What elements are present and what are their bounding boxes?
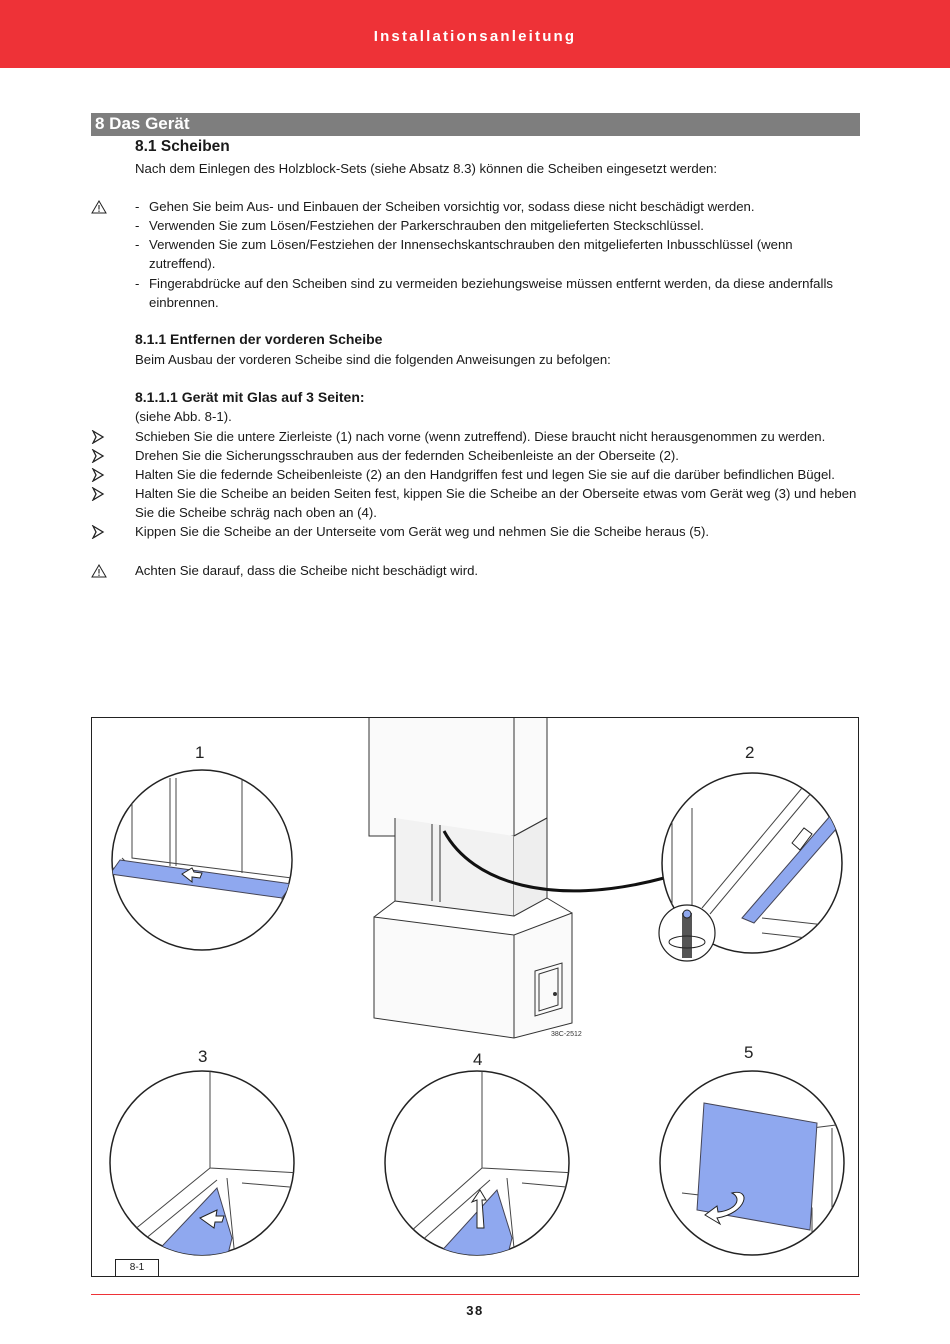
subsection-title: 8.1 Scheiben [135, 138, 230, 155]
detail-circle-3 [110, 1068, 302, 1277]
subsection-title: 8.1.1 Entfernen der vorderen Scheibe [135, 331, 383, 347]
detail-circle-1 [110, 770, 297, 958]
figure-number-1: 1 [195, 743, 205, 762]
section-bar [91, 113, 860, 136]
step-item: Drehen Sie die Sicherungsschrauben aus der federnden Scheibenleiste an der Oberseite (2). [135, 448, 679, 463]
dash-bullet: - [135, 199, 140, 214]
subsection-intro: Nach dem Einlegen des Holzblock-Sets (siehe Absatz 8.3) können die Scheiben eingesetzt werden: [135, 161, 718, 176]
list-item: Gehen Sie beim Aus- und Einbauen der Scheiben vorsichtig vor, sodass diese nicht beschädigt werden. [149, 199, 755, 214]
subsection-title: 8.1.1.1 Gerät mit Glas auf 3 Seiten: [135, 389, 365, 405]
footer-divider [91, 1294, 860, 1295]
arrow-bullet-icon [91, 430, 105, 444]
dash-bullet: - [135, 237, 140, 252]
arrow-bullet-icon [91, 468, 105, 482]
header-title: Installationsanleitung [373, 28, 577, 45]
figure-number-5: 5 [744, 1043, 754, 1062]
detail-circle-5 [660, 1071, 852, 1255]
list-item-continuation: einbrennen. [149, 295, 219, 310]
detail-circle-2 [659, 773, 852, 961]
step-item: Halten Sie die Scheibe an beiden Seiten fest, kippen Sie die Scheibe an der Oberseite etwas vom Gerät weg (3) und heben [135, 486, 857, 501]
figure-number-4: 4 [473, 1050, 483, 1069]
warning-triangle-icon [91, 200, 107, 214]
arrow-bullet-icon [91, 487, 105, 501]
step-item: Schieben Sie die untere Zierleiste (1) nach vorne (wenn zutreffend). Diese braucht nicht herausgenommen zu werden. [135, 429, 826, 444]
figure-code: 38C-2512 [551, 1031, 582, 1038]
list-item: Verwenden Sie zum Lösen/Festziehen der Innensechskantschrauben den mitgelieferten Inbusschlüssel (wenn [149, 237, 793, 252]
header-bar [0, 0, 950, 68]
warning-triangle-icon [91, 564, 107, 578]
list-item-continuation: zutreffend). [149, 256, 216, 271]
section-title: 8 Das Gerät [95, 114, 190, 133]
figure-number-3: 3 [198, 1047, 208, 1066]
warning-text: Achten Sie darauf, dass die Scheibe nicht beschädigt wird. [135, 563, 479, 578]
figure-label-box [115, 1259, 159, 1277]
list-item: Verwenden Sie zum Lösen/Festziehen der Parkerschrauben den mitgelieferten Steckschlüssel. [149, 218, 704, 233]
detail-circle-4 [385, 1068, 577, 1277]
step-item: Kippen Sie die Scheibe an der Unterseite vom Gerät weg und nehmen Sie die Scheibe heraus (5). [135, 524, 709, 539]
figure-illustration [91, 717, 859, 1277]
dash-bullet: - [135, 218, 140, 233]
list-item: Fingerabdrücke auf den Scheiben sind zu vermeiden beziehungsweise müssen entfernt werden, da diese andernfalls [149, 276, 833, 291]
figure-label: 8-1 [129, 1262, 145, 1273]
figure-reference: (siehe Abb. 8-1). [135, 409, 232, 424]
arrow-bullet-icon [91, 449, 105, 463]
step-item-continuation: Sie die Scheibe schräg nach oben an (4). [135, 505, 377, 520]
subsection-intro: Beim Ausbau der vorderen Scheibe sind die folgenden Anweisungen zu befolgen: [135, 352, 611, 367]
step-item: Halten Sie die federnde Scheibenleiste (2) an den Handgriffen fest und legen Sie sie auf die darüber befindlichen Bügel. [135, 467, 835, 482]
dash-bullet: - [135, 276, 140, 291]
fireplace-diagram [92, 718, 859, 1277]
figure-number-2: 2 [745, 743, 755, 762]
arrow-bullet-icon [91, 525, 105, 539]
page-number: 38 [466, 1303, 484, 1318]
